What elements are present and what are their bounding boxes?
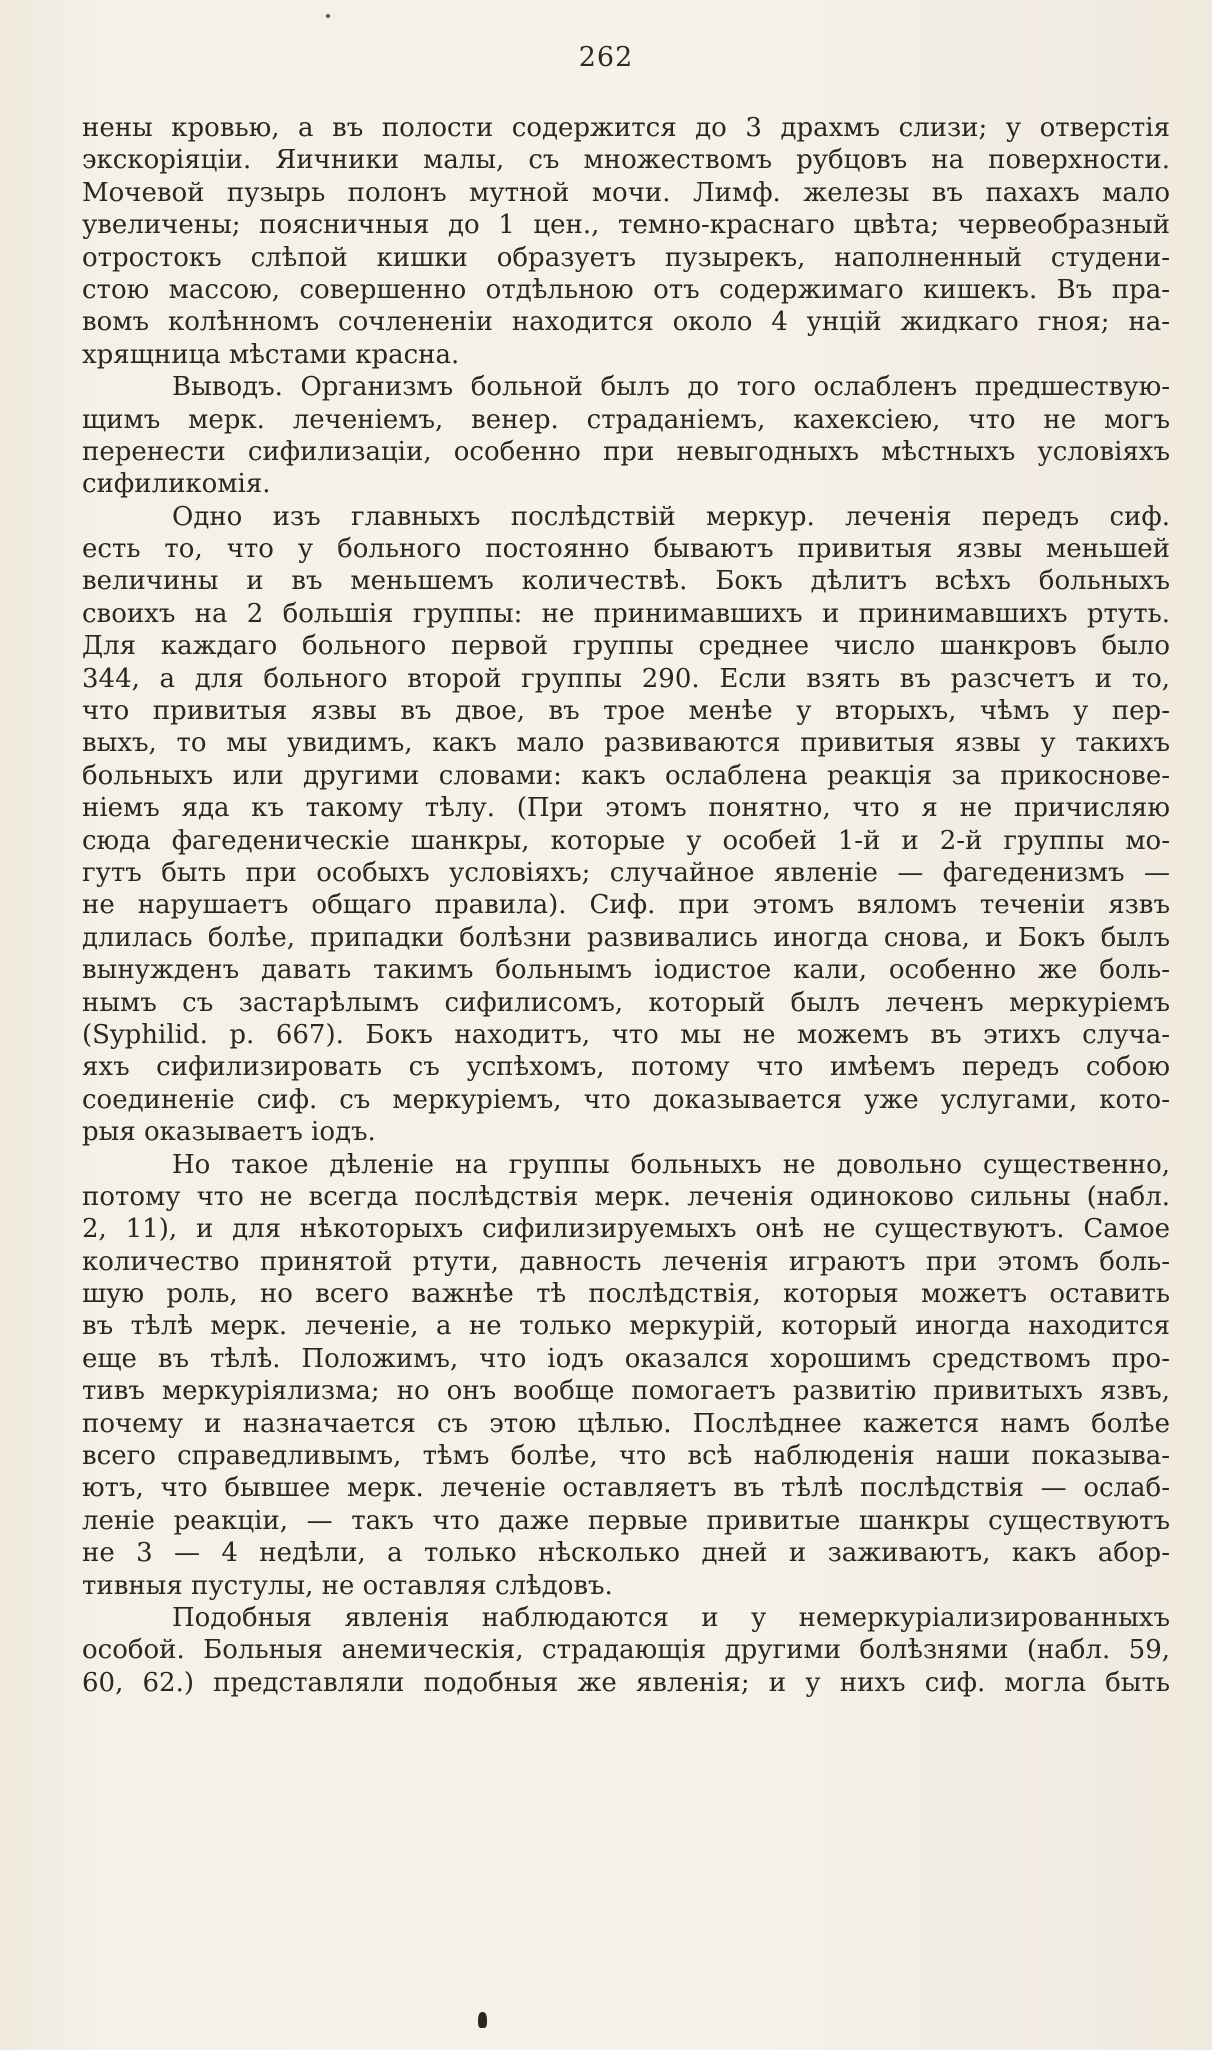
text-line: есть то, что у больного постоянно бываютъ привитыя язвы меньшей: [82, 534, 1170, 565]
text-line: вынужденъ давать такимъ больнымъ іодистое кали, особенно же боль-: [82, 955, 1170, 986]
text-line: Для каждаго больного первой группы среднее число шанкровъ было: [82, 631, 1170, 662]
text-line: перенести сифилизаціи, особенно при невыгодныхъ мѣстныхъ условіяхъ: [82, 436, 1170, 467]
text-line: нены кровью, а въ полости содержится до 3 драхмъ слизи; у отверстія: [82, 113, 1170, 143]
text-line: не нарушаетъ общаго правила). Сиф. при этомъ вяломъ теченіи язвъ: [82, 890, 1170, 921]
text-line: почему и назначается съ этою цѣлью. Послѣднее кажется намъ болѣе: [82, 1408, 1170, 1439]
text-line: Одно изъ главныхъ послѣдствій меркур. леченія передъ сиф.: [172, 501, 1170, 532]
ink-blot: [478, 2012, 487, 2028]
text-line: гутъ быть при особыхъ условіяхъ; случайное явленіе — фагеденизмъ —: [82, 857, 1170, 888]
text-line: ютъ, что бывшее мерк. леченіе оставляетъ въ тѣлѣ послѣдствія — ослаб-: [82, 1473, 1170, 1504]
text-line: сифиликомія.: [82, 469, 271, 500]
text-line: шую роль, но всего важнѣе тѣ послѣдствія, которыя можетъ оставить: [82, 1279, 1170, 1310]
text-line: рыя оказываетъ іодъ.: [82, 1117, 376, 1148]
body-text: [82, 112, 1170, 1699]
text-line: величины и въ меньшемъ количествѣ. Бокъ дѣлитъ всѣхъ больныхъ: [82, 566, 1170, 597]
text-line: Мочевой пузырь полонъ мутной мочи. Лимф. железы въ пахахъ мало: [82, 177, 1170, 208]
text-line: Выводъ. Организмъ больной былъ до того ослабленъ предшествую-: [172, 372, 1170, 403]
text-line: вомъ колѣнномъ сочлененіи находится около 4 унцій жидкаго гноя; на-: [82, 307, 1170, 338]
text-line: выхъ, то мы увидимъ, какъ мало развиваются привитыя язвы у такихъ: [82, 728, 1170, 759]
text-line: Но такое дѣленіе на группы больныхъ не довольно существенно,: [172, 1149, 1170, 1180]
text-line: стою массою, совершенно отдѣльною отъ содержимаго кишекъ. Въ пра-: [82, 274, 1170, 305]
text-line: (Syphilid. p. 667). Бокъ находитъ, что мы не можемъ въ этихъ случа-: [82, 1019, 1170, 1050]
text-line: количество принятой ртути, давность леченія играютъ при этомъ боль-: [82, 1246, 1170, 1277]
text-line: своихъ на 2 большія группы: не принимавшихъ и принимавшихъ ртуть.: [82, 598, 1170, 629]
text-line: сюда фагеденическіе шанкры, которые у особей 1-й и 2-й группы мо-: [82, 825, 1170, 856]
text-line: 344, а для больного второй группы 290. Если взять въ разсчетъ и то,: [82, 663, 1170, 694]
text-line: больныхъ или другими словами: какъ ослаблена реакція за прикоснове-: [82, 760, 1170, 791]
text-line: тивъ меркуріялизма; но онъ вообще помогаетъ развитію привитыхъ язвъ,: [82, 1376, 1170, 1407]
text-line: отростокъ слѣпой кишки образуетъ пузырекъ, наполненный студени-: [82, 242, 1170, 273]
text-line: длилась болѣе, припадки болѣзни развивались иногда снова, и Бокъ былъ: [82, 922, 1170, 953]
text-line: нымъ съ застарѣлымъ сифилисомъ, который былъ леченъ меркуріемъ: [82, 987, 1170, 1018]
text-line: еще въ тѣлѣ. Положимъ, что іодъ оказался хорошимъ средствомъ про-: [82, 1343, 1170, 1374]
text-line: ніемъ яда къ такому тѣлу. (При этомъ понятно, что я не причисляю: [82, 793, 1170, 824]
text-line: не 3 — 4 недѣли, а только нѣсколько дней и заживаютъ, какъ абор-: [82, 1538, 1170, 1569]
text-line: 60, 62.) представляли подобныя же явленія; и у нихъ сиф. могла быть: [82, 1667, 1170, 1698]
text-line: соединеніе сиф. съ меркуріемъ, что доказывается уже услугами, кото-: [82, 1084, 1170, 1115]
text-line: леніе реакціи, — такъ что даже первые привитые шанкры существуютъ: [82, 1505, 1170, 1536]
text-line: что привитыя язвы въ двое, въ трое менѣе у вторыхъ, чѣмъ у пер-: [82, 696, 1170, 727]
text-line: въ тѣлѣ мерк. леченіе, а не только меркурій, который иногда находится: [82, 1311, 1170, 1342]
text-line: особой. Больныя анемическія, страдающія другими болѣзнями (набл. 59,: [82, 1635, 1170, 1666]
text-line: увеличены; поясничныя до 1 цен., темно-краснаго цвѣта; червеобразный: [82, 210, 1170, 241]
text-line: щимъ мерк. леченіемъ, венер. страданіемъ, кахексіею, что не могъ: [82, 404, 1170, 435]
page-number: 262: [578, 42, 634, 73]
text-line: тивныя пустулы, не оставляя слѣдовъ.: [82, 1570, 613, 1601]
text-line: 2, 11), и для нѣкоторыхъ сифилизируемыхъ онѣ не существуютъ. Самое: [82, 1214, 1170, 1245]
text-line: яхъ сифилизировать съ успѣхомъ, потому что имѣемъ передъ собою: [82, 1052, 1170, 1083]
text-line: Подобныя явленія наблюдаются и у немеркуріализированныхъ: [172, 1602, 1170, 1633]
text-line: экскоріяціи. Яичники малы, съ множествомъ рубцовъ на поверхности.: [82, 145, 1170, 176]
ink-speck: [326, 14, 330, 18]
text-line: хрящница мѣстами красна.: [82, 339, 460, 370]
text-line: всего справедливымъ, тѣмъ болѣе, что всѣ наблюденія наши показыва-: [82, 1441, 1170, 1472]
text-line: потому что не всегда послѣдствія мерк. леченія одиноково сильны (набл.: [82, 1181, 1170, 1212]
